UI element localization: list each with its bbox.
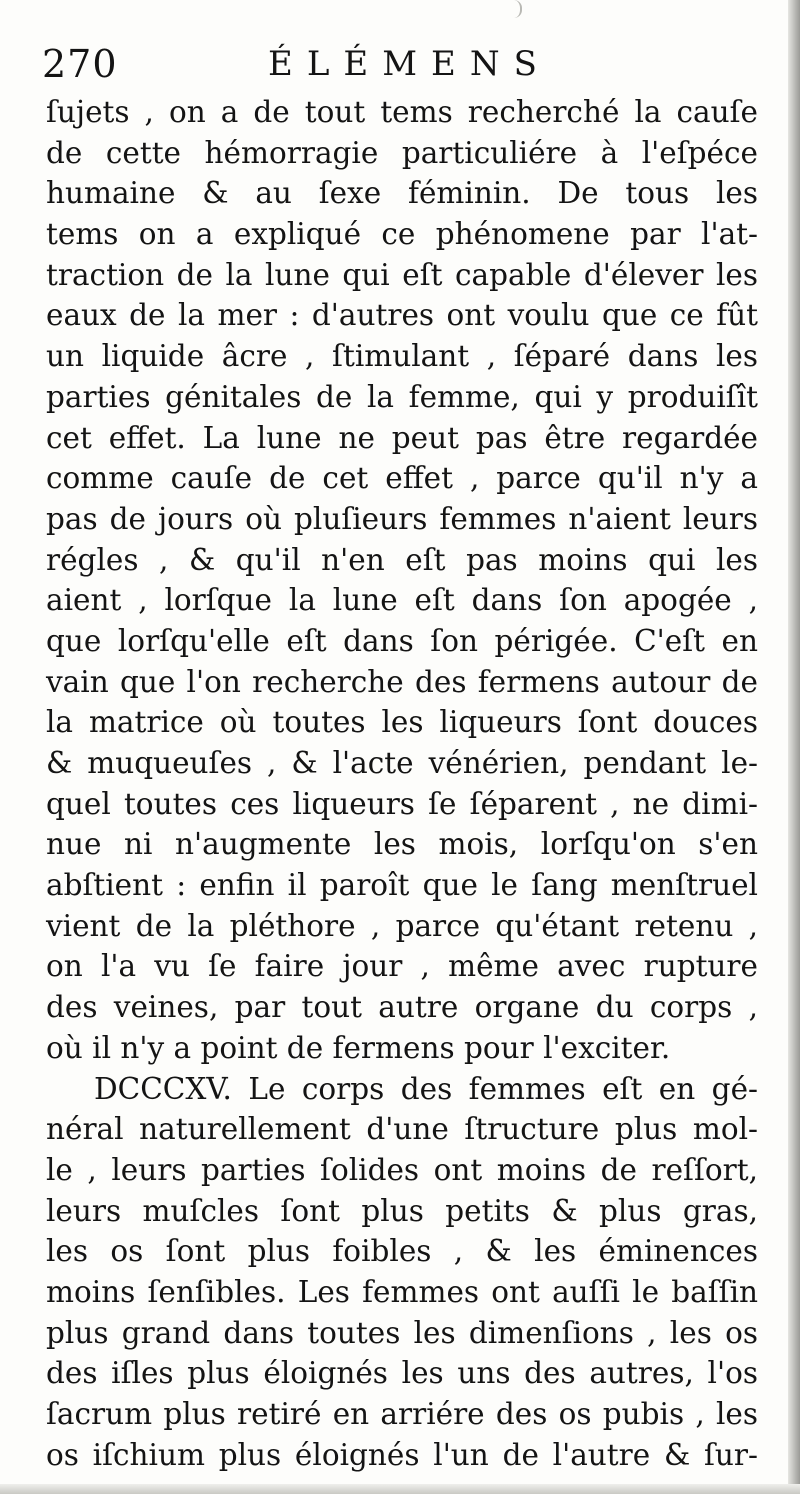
text-line: ſacrum plus retiré en arriére des os pubis , les — [46, 1397, 758, 1431]
text-line: ſujets , on a de tout tems recherché la cauſe — [46, 95, 758, 129]
running-head: ÉLÉMENS — [268, 44, 551, 84]
text-line: & muqueuſes , & l'acte vénérien, pendant le- — [46, 746, 758, 780]
text-line: un liquide âcre , ſtimulant , ſéparé dans les — [46, 339, 758, 374]
text-line: plus grand dans toutes les dimenſions , les os — [46, 1315, 758, 1350]
section-start-line: DCCCXV. Le corps des femmes eſt en gé- — [94, 1071, 758, 1106]
text-line: néral naturellement d'une ſtructure plus mol- — [46, 1112, 758, 1147]
text-line: cet effet. La lune ne peut pas être regardée — [46, 420, 758, 455]
text-line: on l'a vu ſe faire jour , même avec rupture — [46, 949, 758, 984]
text-line: aient , lorſque la lune eſt dans ſon apogée , — [46, 583, 758, 618]
text-line: abſtient : enfin il paroît que le ſang menſtruel — [46, 868, 758, 903]
text-line: pas de jours où pluſieurs femmes n'aient leurs — [46, 501, 758, 536]
text-line: traction de la lune qui eſt capable d'élever les — [46, 257, 758, 292]
text-line: moins ſenſibles. Les femmes ont auſſi le baſſin — [46, 1274, 758, 1309]
text-line: que lorſqu'elle eſt dans ſon périgée. C'eſt en — [46, 623, 758, 658]
text-line: des iſles plus éloignés les uns des autres, l'os — [46, 1356, 758, 1391]
text-line: des veines, par tout autre organe du corps , — [46, 990, 758, 1025]
page-number: 270 — [42, 42, 118, 86]
text-line: leurs muſcles ſont plus petits & plus gras, — [46, 1193, 758, 1228]
text-line: humaine & au ſexe féminin. De tous les — [46, 176, 758, 211]
scan-edge-shadow — [788, 0, 800, 1494]
text-line: parties génitales de la femme, qui y produiſît — [46, 379, 758, 414]
text-line: vain que l'on recherche des fermens autour de — [46, 664, 758, 699]
text-line: quel toutes ces liqueurs ſe ſéparent , ne dimi- — [46, 786, 758, 821]
text-line: de cette hémorragie particuliére à l'eſpéce — [46, 135, 758, 170]
bleed-through-mark — [512, 0, 522, 18]
body-text — [46, 92, 758, 1475]
text-line: eaux de la mer : d'autres ont voulu que ce fût — [46, 298, 758, 333]
text-line: régles , & qu'il n'en eſt pas moins qui les — [46, 542, 758, 577]
text-line: le , leurs parties ſolides ont moins de reſſort, — [46, 1152, 758, 1187]
text-line: comme cauſe de cet effet , parce qu'il n'y a — [46, 461, 758, 496]
text-line: tems on a expliqué ce phénomene par l'at- — [46, 217, 758, 252]
paragraph-end-line: où il n'y a point de fermens pour l'exciter. — [46, 1030, 671, 1065]
text-line: nue ni n'augmente les mois, lorſqu'on s'en — [46, 827, 758, 862]
page-header — [42, 40, 742, 90]
text-line: vient de la pléthore , parce qu'étant retenu , — [46, 908, 758, 943]
text-line: la matrice où toutes les liqueurs ſont douces — [46, 705, 758, 740]
text-line: os iſchium plus éloignés l'un de l'autre & ſur- — [46, 1437, 758, 1472]
text-line: les os ſont plus foibles , & les éminences — [46, 1234, 758, 1269]
scan-bottom-edge — [0, 1484, 800, 1494]
